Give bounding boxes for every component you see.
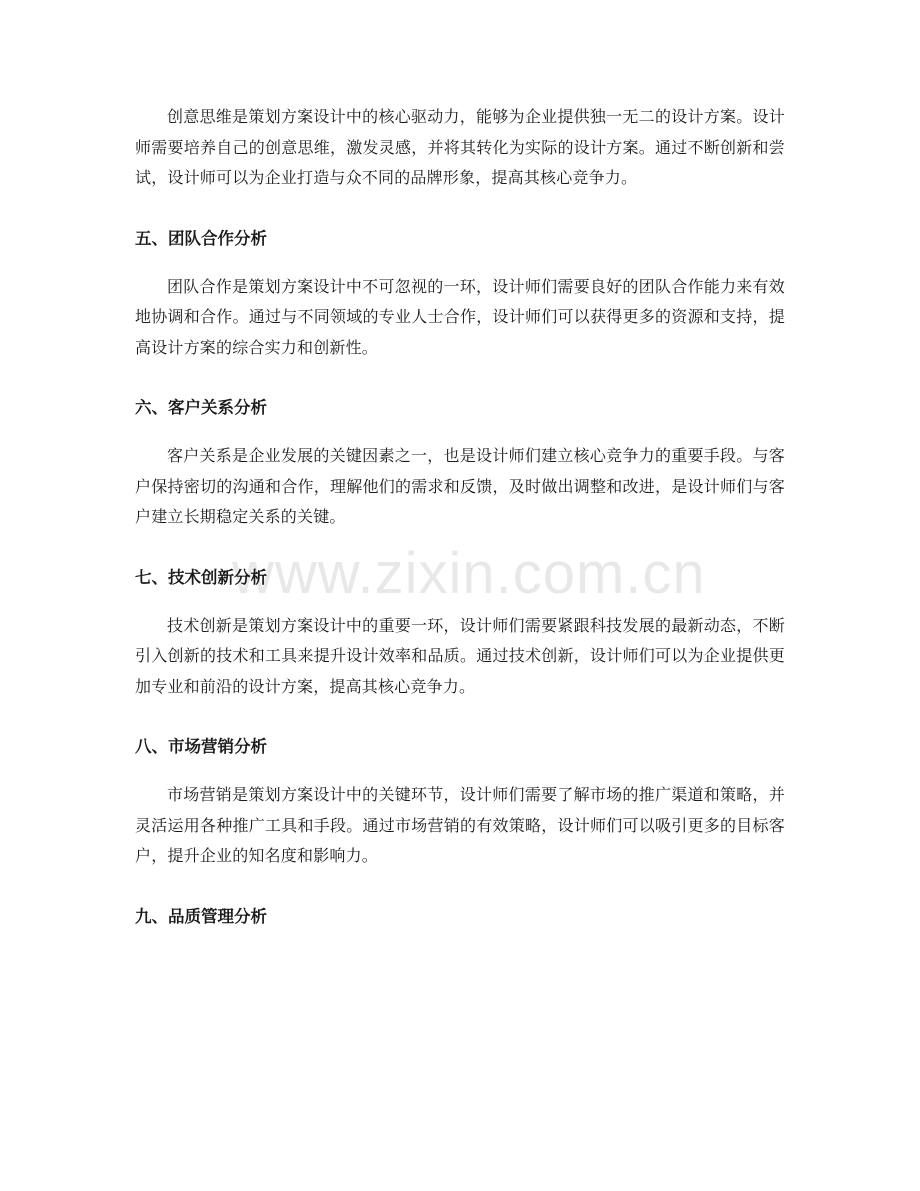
spacer [135, 702, 785, 734]
section-heading-teamwork: 五、团队合作分析 [135, 228, 267, 248]
spacer [135, 421, 785, 441]
spacer [135, 533, 785, 565]
spacer [135, 194, 785, 226]
paragraph-customer-relations: 客户关系是企业发展的关键因素之一，也是设计师们建立核心竞争力的重要手段。与客户保持密切的沟通和合作，理解他们的需求和反馈，及时做出调整和改进，是设计师们与客户建立长期稳定关系的关键。 [135, 446, 785, 526]
section-heading-customer-relations: 六、客户关系分析 [135, 398, 267, 417]
section-heading-tech-innovation: 七、技术创新分析 [135, 567, 267, 587]
spacer [135, 760, 785, 780]
watermark: www.zixin.com.cn [232, 541, 706, 606]
paragraph-tech-innovation: 技术创新是策划方案设计中的重要一环，设计师们需要紧跟科技发展的最新动态，不断引入创新的技术和工具来提升设计效率和品质。通过技术创新，设计师们可以为企业提供更加专业和前沿的设计方案，提高其核心竞争力。 [135, 615, 785, 696]
section-heading-marketing: 八、市场营销分析 [135, 737, 267, 756]
spacer [135, 591, 785, 611]
section-heading-quality-management: 九、品质管理分析 [135, 906, 267, 926]
document-body [135, 102, 785, 930]
paragraph-creative-thinking: 创意思维是策划方案设计中的核心驱动力，能够为企业提供独一无二的设计方案。设计师需要培养自己的创意思维，激发灵感，并将其转化为实际的设计方案。通过不断创新和尝试，设计师可以为企业打造与众不同的品牌形象，提高其核心竞争力。 [135, 107, 785, 187]
paragraph-teamwork: 团队合作是策划方案设计中不可忽视的一环，设计师们需要良好的团队合作能力来有效地协调和合作。通过与不同领域的专业人士合作，设计师们可以获得更多的资源和支持，提高设计方案的综合实力和创新性。 [135, 276, 785, 357]
spacer [135, 252, 785, 272]
paragraph-marketing: 市场营销是策划方案设计中的关键环节，设计师们需要了解市场的推广渠道和策略，并灵活运用各种推广工具和手段。通过市场营销的有效策略，设计师们可以吸引更多的目标客户，提升企业的知名度和影响力。 [135, 785, 785, 865]
spacer [135, 363, 785, 395]
spacer [135, 872, 785, 904]
